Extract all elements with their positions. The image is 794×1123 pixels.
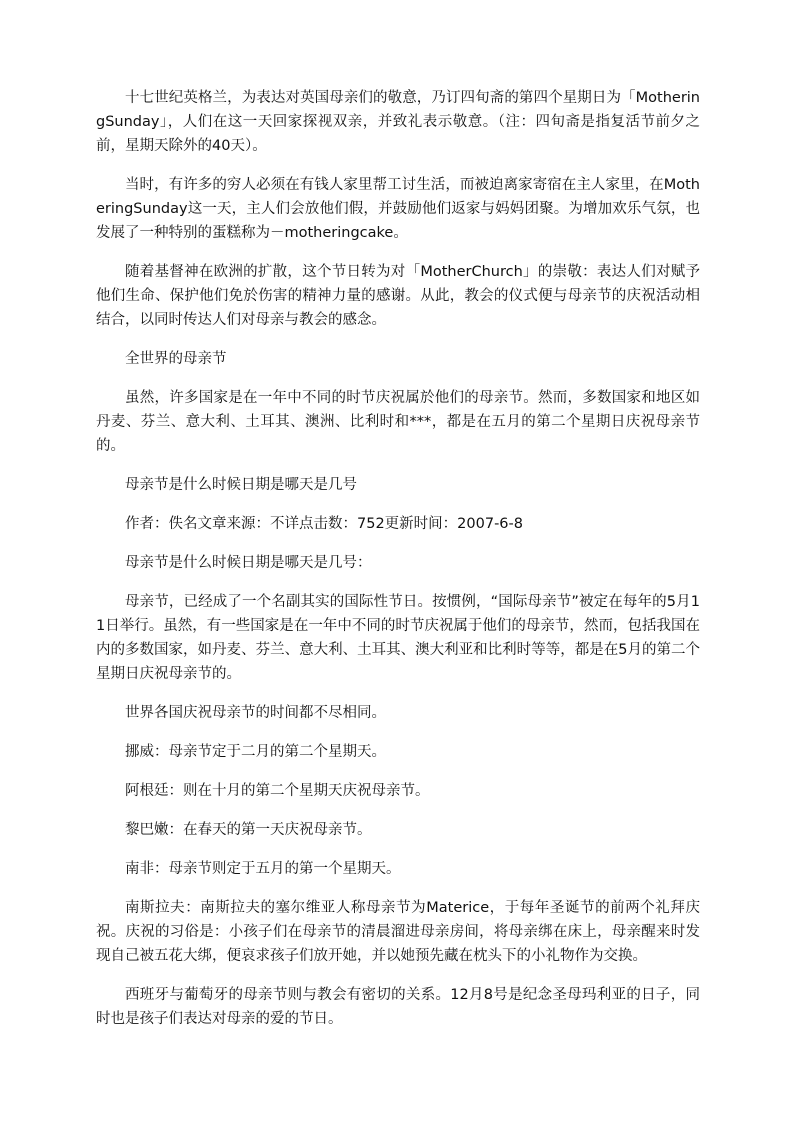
paragraph-dates-differ: 世界各国庆祝母亲节的时间都不尽相同。	[125, 705, 386, 721]
paragraph-mothering-sunday-origin: 十七世纪英格兰，为表达对英国母亲们的敬意，乃订四旬斋的第四个星期日为「MotheringSunday」，人们在这一天回家探视双亲，并致礼表示敬意。（注：四旬斋是指复活节前夕之前，星期天除外的40天）。	[96, 90, 700, 154]
article-title: 母亲节是什么时候日期是哪天是几号	[125, 477, 357, 493]
paragraph-international-day: 母亲节，已经成了一个名副其实的国际性节日。按惯例，“国际母亲节”被定在每年的5月11日举行。虽然，有一些国家是在一年中不同的时节庆祝属于他们的母亲节，然而，包括我国在内的多数国家，如丹麦、芬兰、意大利、土耳其、澳大利亚和比利时等等，都是在5月的第二个星期日庆祝母亲节的。	[96, 594, 700, 682]
country-south-africa: 南非：母亲节则定于五月的第一个星期天。	[125, 861, 401, 877]
country-argentina: 阿根廷：则在十月的第二个星期天庆祝母亲节。	[125, 783, 430, 799]
country-lebanon: 黎巴嫩：在春天的第一天庆祝母亲节。	[125, 822, 372, 838]
article-subtitle: 母亲节是什么时候日期是哪天是几号：	[125, 555, 372, 571]
article-meta: 作者：佚名文章来源：不详点击数：752更新时间：2007-6-8	[125, 516, 523, 532]
country-yugoslavia: 南斯拉夫：南斯拉夫的塞尔维亚人称母亲节为Materice，于每年圣诞节的前两个礼拜庆祝。庆祝的习俗是：小孩子们在母亲节的清晨溜进母亲房间，将母亲绑在床上，母亲醒来时发现自己被五花大绑，便哀求孩子们放开她，并以她预先藏在枕头下的小礼物作为交换。	[96, 900, 700, 964]
document-page	[96, 86, 700, 1046]
section-heading-worldwide: 全世界的母亲节	[125, 351, 227, 367]
paragraph-mother-church: 随着基督神在欧洲的扩散，这个节日转为对「MotherChurch」的崇敬：表达人们对赋予他们生命、保护他们免於伤害的精神力量的感谢。从此，教会的仪式便与母亲节的庆祝活动相结合，以同时传达人们对母亲与教会的感念。	[96, 264, 700, 328]
paragraph-mothering-cake: 当时，有许多的穷人必须在有钱人家里帮工讨生活，而被迫离家寄宿在主人家里，在MotheringSunday这一天，主人们会放他们假，并鼓励他们返家与妈妈团聚。为增加欢乐气氛，也发展了一种特别的蛋糕称为－motheringcake。	[96, 177, 700, 241]
paragraph-countries-overview: 虽然，许多国家是在一年中不同的时节庆祝属於他们的母亲节。然而，多数国家和地区如丹麦、芬兰、意大利、土耳其、澳洲、比利时和***，都是在五月的第二个星期日庆祝母亲节的。	[96, 390, 700, 454]
country-spain-portugal: 西班牙与葡萄牙的母亲节则与教会有密切的关系。12月8号是纪念圣母玛利亚的日子，同时也是孩子们表达对母亲的爱的节日。	[96, 987, 700, 1027]
country-norway: 挪威：母亲节定于二月的第二个星期天。	[125, 744, 386, 760]
